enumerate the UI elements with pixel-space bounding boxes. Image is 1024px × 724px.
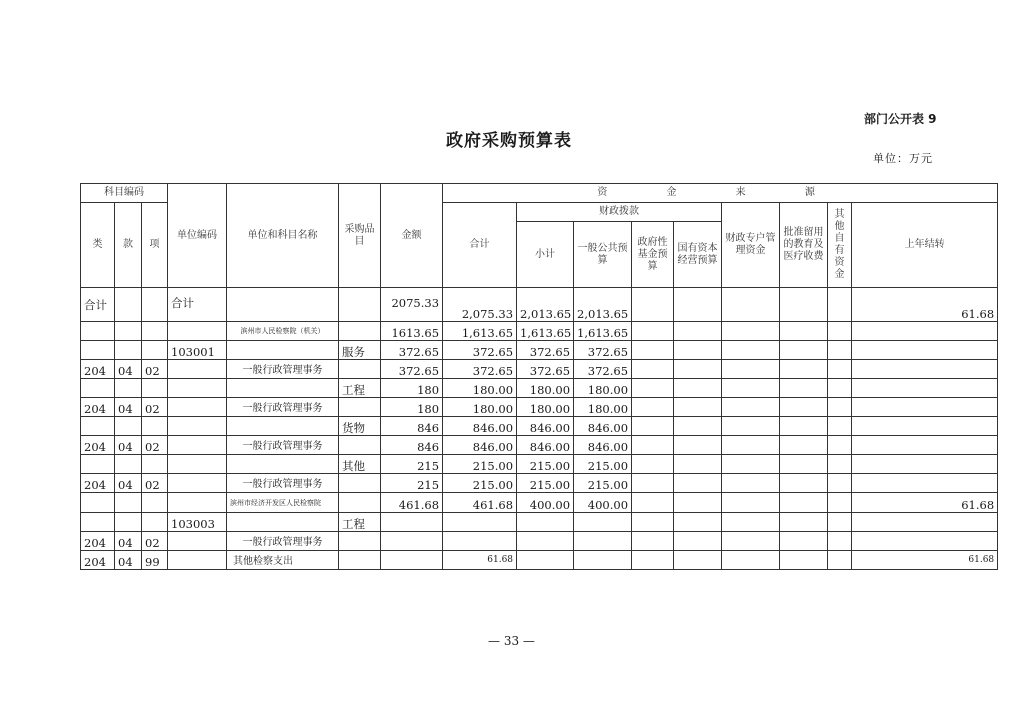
kuan-cell [115, 322, 142, 341]
gov-fund-cell [632, 322, 674, 341]
unit-code-cell [168, 417, 227, 436]
total-cell: 215.00 [443, 474, 517, 493]
xiang-cell: 02 [142, 398, 168, 417]
xiang-cell: 99 [142, 551, 168, 570]
special-mgmt-cell [722, 532, 780, 551]
amount-header: 金额 [381, 184, 443, 288]
approved-fees-cell [780, 474, 828, 493]
state-capital-cell [674, 379, 722, 398]
subtotal-cell: 372.65 [517, 341, 574, 360]
approved-fees-cell [780, 360, 828, 379]
total-cell: 846.00 [443, 436, 517, 455]
approved-fees-cell [780, 379, 828, 398]
other-own-cell [828, 379, 852, 398]
xiang-cell [142, 417, 168, 436]
other-own-cell [828, 474, 852, 493]
unit-name-cell: 一般行政管理事务 [227, 360, 339, 379]
state-capital-header: 国有资本经营预算 [674, 222, 722, 288]
special-mgmt-cell [722, 417, 780, 436]
xiang-cell [142, 379, 168, 398]
xiang-cell [142, 513, 168, 532]
general-budget-cell: 180.00 [574, 379, 632, 398]
carryover-cell [852, 436, 998, 455]
general-budget-cell: 215.00 [574, 474, 632, 493]
kuan-cell [115, 455, 142, 474]
kuan-cell: 04 [115, 474, 142, 493]
page-number: — 33 — [488, 634, 535, 648]
gov-fund-header: 政府性基金预算 [632, 222, 674, 288]
gov-fund-cell [632, 532, 674, 551]
xiang-cell [142, 288, 168, 322]
amount-cell: 846 [381, 417, 443, 436]
carryover-cell [852, 379, 998, 398]
other-own-cell [828, 398, 852, 417]
approved-fees-cell [780, 436, 828, 455]
unit-name-cell [227, 341, 339, 360]
approved-fees-cell [780, 417, 828, 436]
table-row [81, 417, 998, 436]
carryover-cell [852, 474, 998, 493]
gov-fund-cell [632, 398, 674, 417]
category-cell [339, 551, 381, 570]
carryover-cell: 61.68 [852, 493, 998, 513]
carryover-cell: 61.68 [852, 551, 998, 570]
gov-fund-cell [632, 288, 674, 322]
subtotal-cell: 400.00 [517, 493, 574, 513]
subtotal-cell [517, 513, 574, 532]
special-mgmt-cell [722, 455, 780, 474]
category-cell: 服务 [339, 341, 381, 360]
total-cell [443, 532, 517, 551]
gov-fund-cell [632, 455, 674, 474]
unit-name-cell [227, 417, 339, 436]
general-budget-cell: 846.00 [574, 417, 632, 436]
subtotal-cell: 372.65 [517, 360, 574, 379]
kuan-cell [115, 417, 142, 436]
lei-cell [81, 341, 115, 360]
other-own-cell [828, 288, 852, 322]
state-capital-cell [674, 513, 722, 532]
page-title: 政府采购预算表 [446, 131, 572, 151]
unit-name-cell [227, 513, 339, 532]
other-own-cell [828, 436, 852, 455]
total-cell: 1,613.65 [443, 322, 517, 341]
category-cell: 工程 [339, 379, 381, 398]
special-mgmt-cell [722, 436, 780, 455]
carryover-header: 上年结转 [852, 203, 998, 288]
state-capital-cell [674, 417, 722, 436]
other-own-cell [828, 322, 852, 341]
other-own-cell [828, 532, 852, 551]
subtotal-cell: 215.00 [517, 474, 574, 493]
approved-fees-cell [780, 532, 828, 551]
unit-name-cell [227, 379, 339, 398]
unit-name-cell: 一般行政管理事务 [227, 436, 339, 455]
special-mgmt-cell [722, 513, 780, 532]
category-cell: 其他 [339, 455, 381, 474]
xiang-cell: 02 [142, 532, 168, 551]
amount-cell: 215 [381, 455, 443, 474]
table-row [81, 532, 998, 551]
xiang-cell [142, 322, 168, 341]
fiscal-header: 财政拨款 [517, 203, 722, 222]
total-cell: 180.00 [443, 398, 517, 417]
total-header: 合计 [443, 203, 517, 288]
state-capital-cell [674, 398, 722, 417]
subtotal-cell: 1,613.65 [517, 322, 574, 341]
lei-cell [81, 379, 115, 398]
table-row [81, 398, 998, 417]
total-cell: 61.68 [443, 551, 517, 570]
state-capital-cell [674, 455, 722, 474]
special-mgmt-cell [722, 322, 780, 341]
carryover-cell [852, 513, 998, 532]
table-row [81, 341, 998, 360]
subtotal-cell: 2,013.65 [517, 288, 574, 322]
gov-fund-cell [632, 341, 674, 360]
amount-cell: 372.65 [381, 341, 443, 360]
lei-cell [81, 493, 115, 513]
category-cell: 货物 [339, 417, 381, 436]
approved-fees-cell [780, 513, 828, 532]
xiang-cell: 02 [142, 474, 168, 493]
category-cell: 工程 [339, 513, 381, 532]
lei-cell [81, 513, 115, 532]
lei-cell [81, 455, 115, 474]
lei-cell: 204 [81, 398, 115, 417]
unit-name-cell: 其他检察支出 [227, 551, 339, 570]
gov-fund-cell [632, 360, 674, 379]
subtotal-cell [517, 532, 574, 551]
approved-fees-cell [780, 341, 828, 360]
category-cell [339, 474, 381, 493]
kuan-cell: 04 [115, 436, 142, 455]
unit-name-cell [227, 288, 339, 322]
unit-label: 单位：万元 [873, 152, 933, 165]
xiang-cell: 02 [142, 360, 168, 379]
kuan-cell: 04 [115, 551, 142, 570]
unit-code-cell [168, 360, 227, 379]
special-mgmt-cell [722, 379, 780, 398]
unit-code-cell [168, 532, 227, 551]
approved-fees-header: 批准留用的教育及医疗收费 [780, 203, 828, 288]
table-row [81, 288, 998, 322]
unit-name-cell: 滨州市人民检察院（机关） [227, 322, 339, 341]
subtotal-cell: 215.00 [517, 455, 574, 474]
unit-code-cell [168, 493, 227, 513]
other-own-header: 其他自有资金 [828, 203, 852, 288]
amount-cell: 1613.65 [381, 322, 443, 341]
carryover-cell [852, 341, 998, 360]
unit-code-cell [168, 455, 227, 474]
kuan-cell [115, 341, 142, 360]
carryover-cell [852, 398, 998, 417]
total-cell: 846.00 [443, 417, 517, 436]
general-budget-cell [574, 532, 632, 551]
category-cell [339, 398, 381, 417]
xiang-cell: 02 [142, 436, 168, 455]
state-capital-cell [674, 493, 722, 513]
kuan-cell [115, 513, 142, 532]
state-capital-cell [674, 341, 722, 360]
category-cell [339, 360, 381, 379]
subtotal-cell [517, 551, 574, 570]
xiang-cell [142, 341, 168, 360]
total-cell: 2,075.33 [443, 288, 517, 322]
unit-name-cell: 一般行政管理事务 [227, 474, 339, 493]
kuan-cell [115, 288, 142, 322]
subtotal-cell: 180.00 [517, 398, 574, 417]
lei-cell: 204 [81, 474, 115, 493]
gov-fund-cell [632, 493, 674, 513]
carryover-cell [852, 532, 998, 551]
state-capital-cell [674, 288, 722, 322]
table-row [81, 322, 998, 341]
gov-fund-cell [632, 436, 674, 455]
lei-cell [81, 417, 115, 436]
general-budget-cell: 372.65 [574, 360, 632, 379]
amount-cell [381, 551, 443, 570]
total-cell [443, 513, 517, 532]
table-row [81, 474, 998, 493]
amount-cell: 372.65 [381, 360, 443, 379]
other-own-cell [828, 341, 852, 360]
general-budget-cell: 846.00 [574, 436, 632, 455]
unit-code-cell [168, 322, 227, 341]
unit-name-cell: 滨州市经济开发区人民检察院 [227, 493, 339, 513]
kuan-cell [115, 493, 142, 513]
special-mgmt-cell [722, 288, 780, 322]
other-own-cell [828, 493, 852, 513]
unit-code-cell [168, 436, 227, 455]
unit-name-cell: 一般行政管理事务 [227, 532, 339, 551]
approved-fees-cell [780, 398, 828, 417]
special-mgmt-cell [722, 341, 780, 360]
lei-cell: 204 [81, 532, 115, 551]
state-capital-cell [674, 551, 722, 570]
lei-header: 类 [81, 203, 115, 288]
general-budget-cell: 400.00 [574, 493, 632, 513]
state-capital-cell [674, 532, 722, 551]
amount-cell: 2075.33 [381, 288, 443, 322]
general-budget-cell: 180.00 [574, 398, 632, 417]
gov-fund-cell [632, 513, 674, 532]
state-capital-cell [674, 436, 722, 455]
category-header: 采购品目 [339, 184, 381, 288]
total-cell: 372.65 [443, 341, 517, 360]
xiang-cell [142, 455, 168, 474]
kuan-cell: 04 [115, 398, 142, 417]
approved-fees-cell [780, 551, 828, 570]
category-cell [339, 322, 381, 341]
state-capital-cell [674, 360, 722, 379]
general-budget-cell: 215.00 [574, 455, 632, 474]
category-cell [339, 532, 381, 551]
category-cell [339, 436, 381, 455]
total-cell: 215.00 [443, 455, 517, 474]
amount-cell: 846 [381, 436, 443, 455]
kuan-header: 款 [115, 203, 142, 288]
xiang-cell [142, 493, 168, 513]
total-cell: 461.68 [443, 493, 517, 513]
general-budget-cell [574, 551, 632, 570]
unit-name-header: 单位和科目名称 [227, 184, 339, 288]
general-budget-cell: 1,613.65 [574, 322, 632, 341]
other-own-cell [828, 513, 852, 532]
subtotal-cell: 180.00 [517, 379, 574, 398]
kuan-cell: 04 [115, 532, 142, 551]
xiang-header: 项 [142, 203, 168, 288]
carryover-cell [852, 360, 998, 379]
carryover-cell [852, 322, 998, 341]
lei-cell: 204 [81, 436, 115, 455]
gov-fund-cell [632, 474, 674, 493]
other-own-cell [828, 417, 852, 436]
state-capital-cell [674, 322, 722, 341]
subtotal-header: 小计 [517, 222, 574, 288]
total-cell: 372.65 [443, 360, 517, 379]
unit-code-cell: 103003 [168, 513, 227, 532]
table-row [81, 360, 998, 379]
unit-code-cell [168, 379, 227, 398]
table-row [81, 436, 998, 455]
carryover-cell [852, 417, 998, 436]
unit-code-header: 单位编码 [168, 184, 227, 288]
general-budget-cell [574, 513, 632, 532]
other-own-cell [828, 455, 852, 474]
approved-fees-cell [780, 288, 828, 322]
other-own-cell [828, 551, 852, 570]
special-mgmt-cell [722, 398, 780, 417]
general-budget-cell: 2,013.65 [574, 288, 632, 322]
amount-cell [381, 532, 443, 551]
unit-code-cell: 合计 [168, 288, 227, 322]
lei-cell: 204 [81, 551, 115, 570]
state-capital-cell [674, 474, 722, 493]
amount-cell [381, 513, 443, 532]
carryover-cell [852, 455, 998, 474]
approved-fees-cell [780, 455, 828, 474]
approved-fees-cell [780, 322, 828, 341]
total-cell: 180.00 [443, 379, 517, 398]
special-mgmt-cell [722, 360, 780, 379]
kuan-cell [115, 379, 142, 398]
table-row [81, 551, 998, 570]
table-row [81, 455, 998, 474]
table-row [81, 493, 998, 513]
amount-cell: 180 [381, 398, 443, 417]
unit-name-cell [227, 455, 339, 474]
form-number: 部门公开表 9 [864, 112, 937, 126]
funding-source-header: 资 金 来 源 [443, 184, 998, 203]
approved-fees-cell [780, 493, 828, 513]
amount-cell: 215 [381, 474, 443, 493]
special-mgmt-header: 财政专户管理资金 [722, 203, 780, 288]
lei-cell: 204 [81, 360, 115, 379]
table-row [81, 513, 998, 532]
amount-cell: 180 [381, 379, 443, 398]
lei-cell: 合计 [81, 288, 115, 322]
procurement-budget-table [80, 183, 998, 570]
unit-code-cell [168, 551, 227, 570]
general-budget-header: 一般公共预算 [574, 222, 632, 288]
unit-name-cell: 一般行政管理事务 [227, 398, 339, 417]
special-mgmt-cell [722, 551, 780, 570]
gov-fund-cell [632, 417, 674, 436]
category-cell [339, 493, 381, 513]
kuan-cell: 04 [115, 360, 142, 379]
other-own-cell [828, 360, 852, 379]
gov-fund-cell [632, 379, 674, 398]
general-budget-cell: 372.65 [574, 341, 632, 360]
subtotal-cell: 846.00 [517, 417, 574, 436]
subtotal-cell: 846.00 [517, 436, 574, 455]
lei-cell [81, 322, 115, 341]
category-cell [339, 288, 381, 322]
special-mgmt-cell [722, 493, 780, 513]
subject-code-header: 科目编码 [81, 184, 168, 203]
unit-code-cell [168, 474, 227, 493]
unit-code-cell [168, 398, 227, 417]
carryover-cell: 61.68 [852, 288, 998, 322]
gov-fund-cell [632, 551, 674, 570]
unit-code-cell: 103001 [168, 341, 227, 360]
special-mgmt-cell [722, 474, 780, 493]
amount-cell: 461.68 [381, 493, 443, 513]
table-row [81, 379, 998, 398]
